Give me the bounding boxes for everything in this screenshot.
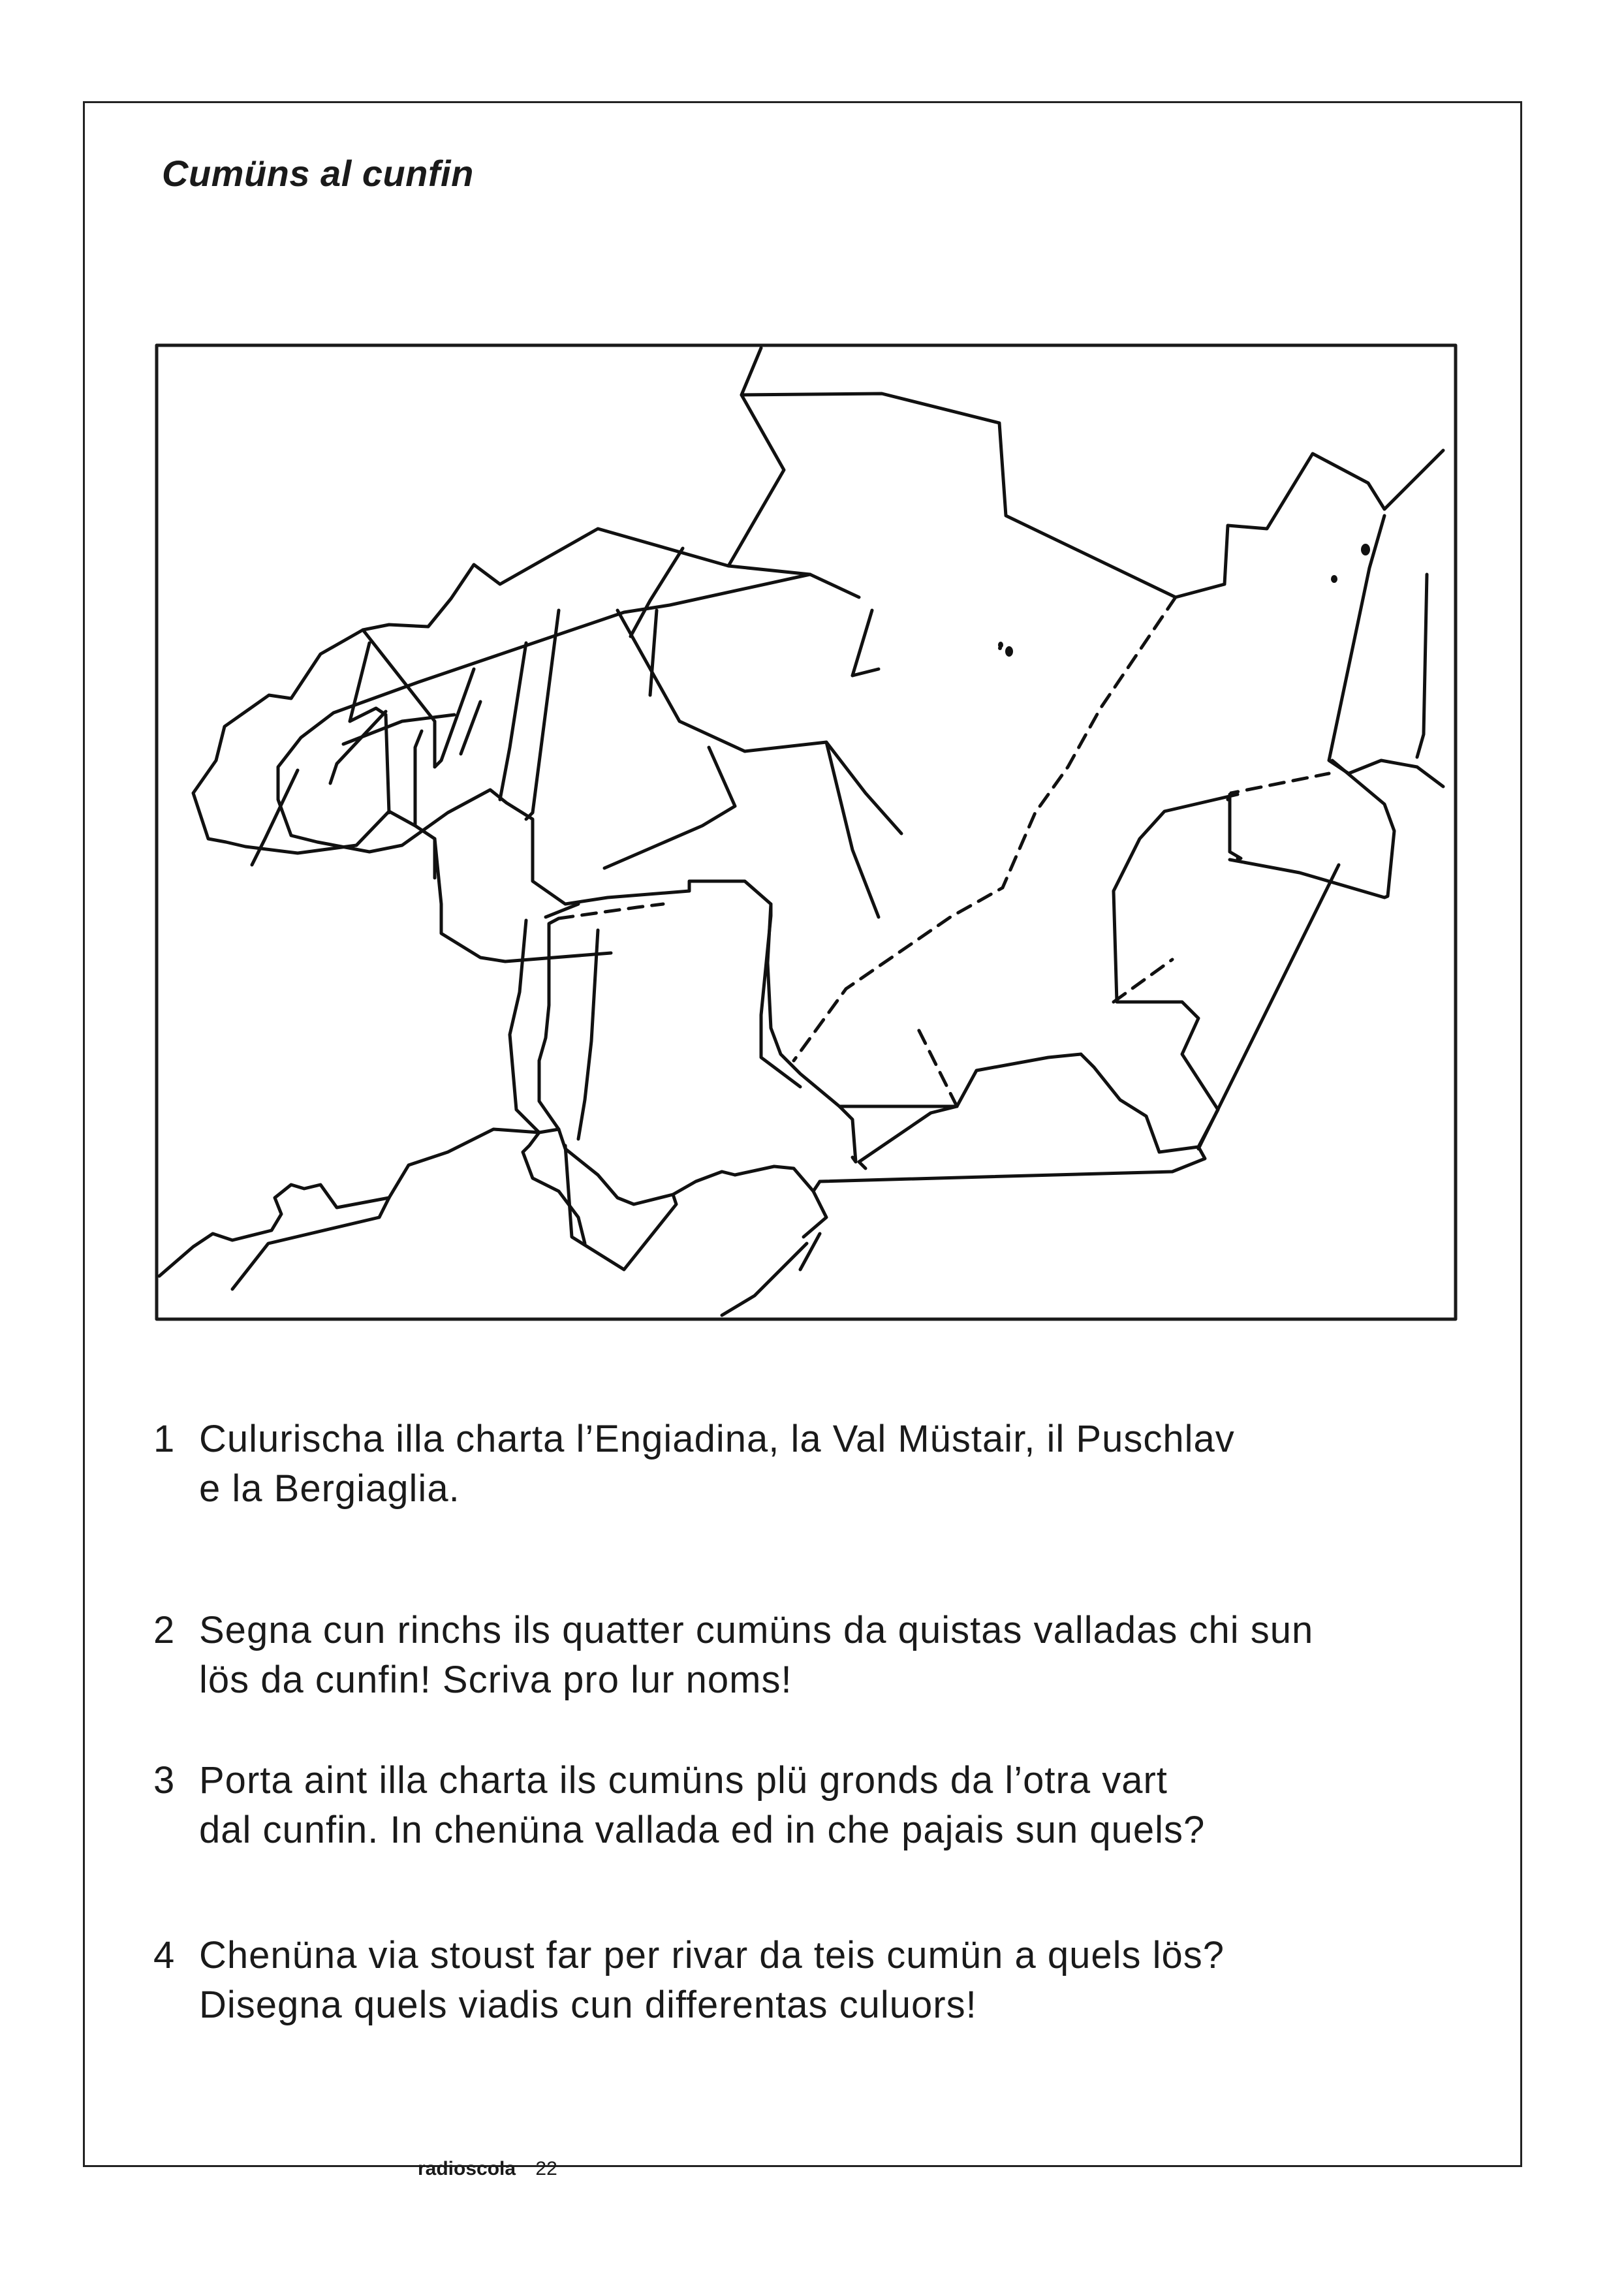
footer-brand: radioscola (418, 2158, 516, 2179)
task-2 (153, 1606, 1313, 1705)
task-number: 2 (153, 1609, 176, 1651)
task-text-line: lös da cunfin! Scriva pro lur noms! (199, 1659, 792, 1701)
page-number: 22 (535, 2158, 557, 2179)
task-4 (153, 1931, 1225, 2030)
task-text-line: e la Bergiaglia. (199, 1467, 460, 1510)
task-text-line: dal cunfin. In chenüna vallada ed in che pajais sun quels? (199, 1809, 1206, 1851)
task-text-line: Segna cun rinchs ils quatter cumüns da quistas valladas chi sun (199, 1609, 1314, 1651)
page-footer (418, 2158, 557, 2180)
task-1 (153, 1414, 1235, 1514)
task-number: 1 (153, 1418, 176, 1460)
outline-map (154, 343, 1460, 1322)
task-text-line: Culurischa illa charta l’Engiadina, la Val Müstair, il Puschlav (199, 1418, 1235, 1460)
map-border (157, 345, 1456, 1319)
task-number: 4 (153, 1934, 176, 1976)
page-title: Cumüns al cunfin (162, 153, 474, 194)
task-3 (153, 1756, 1205, 1855)
task-text-line: Porta aint illa charta ils cumüns plü gronds da l’otra vart (199, 1759, 1168, 1802)
task-text-line: Chenüna via stoust far per rivar da teis cumün a quels lös? (199, 1934, 1225, 1976)
task-number: 3 (153, 1759, 176, 1802)
task-text-line: Disegna quels viadis cun differentas culuors! (199, 1984, 977, 2026)
